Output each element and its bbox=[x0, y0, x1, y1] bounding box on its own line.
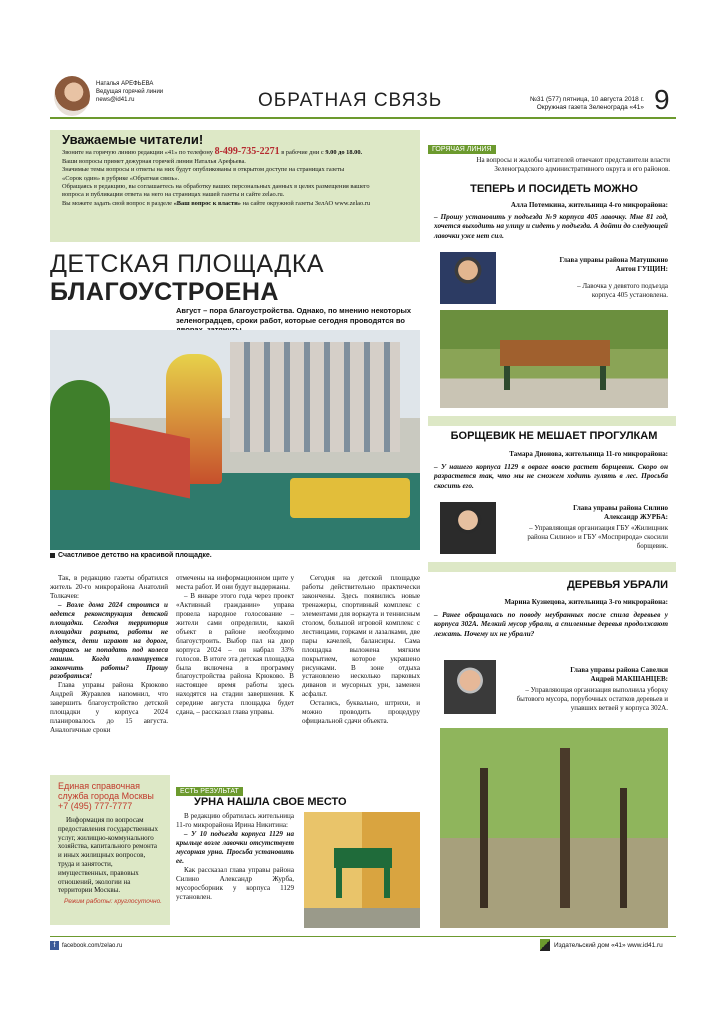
col1-p2: – Возле дома 2024 строится и ведется реконструкция детской площадки. Сегодня территория площадки разрыта, работы не ведутся, дети играют на дороге, стараясь не попадать под колеса машин. Когда планируется закончить работы? Прошу разобраться! bbox=[50, 600, 168, 681]
divider-2 bbox=[428, 562, 676, 572]
issue-info: №31 (577) пятница, 10 августа 2018 г. bbox=[529, 96, 644, 103]
s2-answer-role: Глава управы района Силино bbox=[573, 504, 668, 512]
s1-who: Алла Потемкина, жительница 4-го микрорайона: bbox=[510, 201, 668, 209]
notice-title: Уважаемые читатели! bbox=[62, 132, 204, 147]
article-lead: Август – пора благоустройства. Однако, по мнению некоторых зеленоградцев, сроки работ, которые сегодня проводятся во bbox=[176, 306, 412, 325]
s1-answer-name: Антон ГУЩИН: bbox=[615, 265, 668, 273]
author-role: Ведущая горячей линии bbox=[96, 89, 164, 95]
section-title: ОБРАТНАЯ СВЯЗЬ bbox=[258, 90, 443, 111]
hotline-intro: На вопросы и жалобы читателей отвечают представители власти Зеленоградского административного округа и его районов. bbox=[476, 156, 670, 173]
playground-photo bbox=[50, 330, 420, 550]
s3-answer-role: Глава управы района Савелки bbox=[570, 666, 668, 674]
help-title-1: Единая справочная bbox=[58, 781, 141, 791]
col1-p3: Глава управы района Крюково Андрей Журавлев напомнил, что завершить благоустройство детской площадки у корпуса 2024 планировалось до 15 августа. Аналогичные сроки bbox=[50, 681, 168, 735]
author-photo bbox=[54, 76, 90, 116]
s2-answer: – Управляющая организация ГБУ «Жилищник района Силино» и ГБУ «Мосприрода» скосили борщевик. bbox=[527, 524, 668, 550]
col3-p1: Сегодня на детской площадке работы действительно практически закончены. Здесь появились новые тренажеры, спортивный комплекс с элементами для воркаута и теннисным столом, большой игровой комплекс с лестницами, горками и лазалками, две пары качелей, балансиры. Сама площадка выложена мягким покрытием, которое украшено рисунками. В зоне отдыха установлено несколько парковых диванов и мусорных урн, заменен асфальт. bbox=[302, 574, 420, 699]
col1-p1: Так, в редакцию газеты обратился житель 20-го микрорайона Анатолий Толкачев: bbox=[50, 574, 168, 600]
trees-photo bbox=[440, 728, 668, 928]
s3-answer-name: Андрей МАКШАНЦЕВ: bbox=[590, 675, 668, 683]
s1-question: – Прошу установить у подъезда №9 корпуса 405 лавочку. Мне 81 год, хочется выходить на улицу и сидеть у подъезда. А дойти до следующей лавочки уже нет сил. bbox=[434, 212, 668, 240]
s3-question: – Ранее обращалась по поводу неубранных после спила деревьев у корпуса 302А. Мелкий мусор убрали, а спиленные деревья продолжают лежать. Почему их не убрали? bbox=[434, 610, 668, 638]
caption-marker-icon bbox=[50, 553, 55, 558]
hotline-tag: ГОРЯЧАЯ ЛИНИЯ bbox=[428, 145, 496, 154]
s2-title: БОРЩЕВИК НЕ МЕШАЕТ ПРОГУЛКАМ bbox=[450, 430, 658, 442]
author-email[interactable]: news@id41.ru bbox=[96, 97, 135, 103]
col2-p2: – В январе этого года через проект «Активный гражданин» управа провела народное голосование – жители сами определили, какой объект в районе необходимо благоустроить. Выбор пал на двор корпуса 2024 – он набрал 33% голосов. В итоге эта детская площадка была включена в программу благоустройства района Крюково. В настоящее время работы здесь находятся на стадии завершения. К середине августа площадка будет сдана, – рассказал глава управы. bbox=[176, 591, 294, 717]
publisher-info[interactable]: Издательский дом «41» www.id41.ru bbox=[554, 941, 663, 949]
s3-title: ДЕРЕВЬЯ УБРАЛИ bbox=[566, 579, 668, 591]
photo-caption: Счастливое детство на красивой площадке. bbox=[58, 552, 212, 559]
facebook-link[interactable]: facebook.com/zelao.ru bbox=[62, 942, 123, 949]
help-phone[interactable]: +7 (495) 777-7777 bbox=[58, 801, 133, 811]
col3-p2: Остались, буквально, штрихи, и можно проводить процедуру официальной сдачи объекта. bbox=[302, 699, 420, 726]
s2-portrait bbox=[440, 502, 496, 554]
s3-answer: – Управляющая организация выполнила уборку бытового мусора, порубочных остатков деревьев и упавших ветвей у корпуса 302А. bbox=[516, 686, 668, 712]
help-box bbox=[50, 775, 170, 925]
article-title-2: БЛАГОУСТРОЕНА bbox=[50, 278, 279, 306]
page-number: 9 bbox=[654, 84, 670, 115]
result-p2: – У 10 подъезда корпуса 1129 на крыльце возле лавочки отсутствует мусорная урна. Просьба установить ее. bbox=[176, 830, 294, 865]
s2-question: – У нашего корпуса 1129 в овраге вовсю растет борщевик. Скоро он разрастется так, что мы не сможем ходить гулять в лес. Просьба скосить его. bbox=[434, 462, 668, 490]
result-tag: ЕСТЬ РЕЗУЛЬТАТ bbox=[176, 787, 243, 796]
publisher-logo-icon bbox=[540, 939, 550, 951]
paper-name: Окружная газета Зеленограда «41» bbox=[536, 104, 644, 111]
s1-title: ТЕПЕРЬ И ПОСИДЕТЬ МОЖНО bbox=[470, 183, 638, 195]
s3-who: Марина Кузнецова, жительница 3-го микрорайона: bbox=[504, 598, 668, 606]
result-p1: В редакцию обратилась жительница 11-го микрорайона Ирина Никитина: bbox=[176, 812, 294, 829]
result-p3: Как рассказал глава управы района Силино Александр Журба, мусоросборник у корпуса 1129 установлен. bbox=[176, 866, 294, 901]
s1-portrait bbox=[440, 252, 496, 304]
author-name: Наталья АРЕФЬЕВА bbox=[96, 81, 154, 87]
result-title: УРНА НАШЛА СВОЕ МЕСТО bbox=[194, 796, 347, 808]
help-mode: Режим работы: круглосуточно. bbox=[63, 898, 162, 906]
help-title-2: служба города Москвы bbox=[58, 791, 154, 801]
header-rule bbox=[50, 117, 676, 119]
notice-box: Уважаемые читатели! Звоните на горячую линию редакции «41» по телефону 8-499-735-2271 в рабочие дни с 9.00 до 18.00. Ваши вопросы примет дежурная горячей линии Наталья Арефьева. Значимые темы вопросы и ответы на них будут опубликованы в открытом доступе на страницах газеты «Сорок один» в рубрике «Обратная связь». Обращаясь в редакцию, вы соглашаетесь на обработку ваших персональных данных в целях размещения вашего вопроса и публикации ответа на него на страницах нашей газеты и сайте zelao.ru. Вы можете задать свой вопрос в разделе «Ваш вопрос к власти» на сайте окружной газеты ЗелАО www.zelao.ru bbox=[50, 130, 420, 242]
bench-photo bbox=[304, 812, 420, 928]
s3-portrait bbox=[444, 660, 496, 714]
s1-answer-role: Глава управы района Матушкино bbox=[559, 256, 668, 264]
bench-park-photo bbox=[440, 310, 668, 408]
footer-rule bbox=[50, 936, 676, 937]
hotline-phone[interactable]: 8-499-735-2271 bbox=[214, 146, 280, 158]
article-title-1: ДЕТСКАЯ ПЛОЩАДКА bbox=[50, 250, 325, 278]
facebook-icon[interactable]: f bbox=[50, 941, 59, 950]
s2-answer-name: Александр ЖУРБА: bbox=[603, 513, 668, 521]
s2-who: Тамара Дионова, жительница 11-го микрорайона: bbox=[509, 450, 668, 458]
s1-answer: – Лавочка у девятого подъезда корпуса 405 установлена. bbox=[577, 282, 668, 299]
divider-1 bbox=[428, 416, 676, 426]
help-body: Информация по вопросам предоставления государственных услуг, жилищно-коммунального хозяйства, капитального ремонта и иных жилищных вопросов, труда и занятости, имущественных, правовых отношений, экологии на территории Москвы. bbox=[58, 816, 158, 895]
col2-p1: отмечены на информационном щите у места работ. И они будут выдержаны. bbox=[176, 574, 294, 591]
